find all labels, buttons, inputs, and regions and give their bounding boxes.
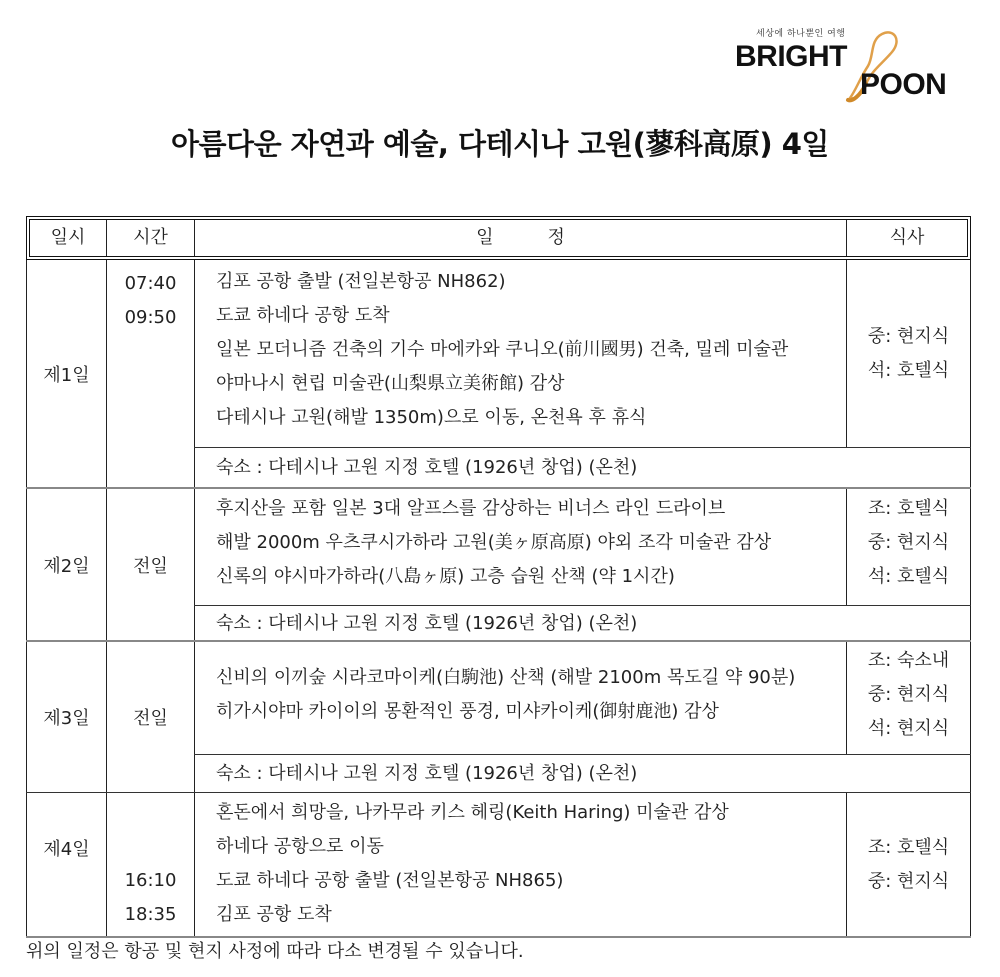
schedule-item: 하네다 공항으로 이동 <box>216 836 384 857</box>
lodging-info: 숙소 : 다테시나 고원 지정 호텔 (1926년 창업) (온천) <box>216 457 638 478</box>
table-header <box>26 216 971 260</box>
meals-cell <box>847 260 970 447</box>
schedule-item: 신록의 야시마가하라(八島ヶ原) 고층 습원 산책 (약 1시간) <box>216 566 675 587</box>
schedule-item: 일본 모더니즘 건축의 기수 마에카와 쿠니오(前川國男) 건축, 밀레 미술관 <box>216 339 789 360</box>
day-label: 제1일 <box>43 365 90 386</box>
disclaimer-note: 위의 일정은 항공 및 현지 사정에 따라 다소 변경될 수 있습니다. <box>26 941 524 962</box>
meals-cell <box>847 492 970 594</box>
schedule-item: 김포 공항 출발 (전일본항공 NH862) <box>216 271 506 292</box>
meal-item: 석: 호텔식 <box>867 359 950 381</box>
day-label: 제3일 <box>43 707 90 729</box>
schedule-item: 다테시나 고원(해발 1350m)으로 이동, 온천욕 후 휴식 <box>216 407 647 428</box>
time-value: 07:40 <box>124 273 177 294</box>
lodging-info: 숙소 : 다테시나 고원 지정 호텔 (1926년 창업) (온천) <box>216 763 638 784</box>
schedule-item: 야마나시 현립 미술관(山梨県立美術館) 감상 <box>216 373 565 394</box>
header-time: 시간 <box>133 227 168 248</box>
schedule-list <box>216 796 846 932</box>
time-list <box>107 864 194 932</box>
meal-item: 중: 현지식 <box>867 532 950 553</box>
day-separator <box>26 792 971 793</box>
schedule-item: 히가시야마 카이이의 몽환적인 풍경, 미샤카이케(御射鹿池) 감상 <box>216 701 719 722</box>
meal-item: 석: 현지식 <box>867 718 950 739</box>
time-value: 09:50 <box>124 307 177 328</box>
schedule-item: 도쿄 하네다 공항 도착 <box>216 305 390 326</box>
time-value: 16:10 <box>124 870 177 891</box>
time-value: 전일 <box>133 707 168 729</box>
schedule-list <box>216 492 846 594</box>
brand-logo <box>732 26 952 106</box>
table-border-right <box>970 260 971 937</box>
time-list <box>107 267 194 335</box>
logo-word-bright: BRIGHT <box>735 40 847 73</box>
logo-tagline: 세상에 하나뿐인 여행 <box>756 29 846 39</box>
meal-item: 석: 호텔식 <box>867 566 950 587</box>
header-meals: 식사 <box>889 227 925 248</box>
schedule-list <box>216 265 846 435</box>
schedule-item: 신비의 이끼숲 시라코마이케(白駒池) 산책 (해발 2100m 목도길 약 90분) <box>216 667 796 688</box>
schedule-item: 혼돈에서 희망을, 나카무라 키스 헤링(Keith Haring) 미술관 감상 <box>216 802 729 823</box>
col-divider-time <box>194 260 195 937</box>
header-day: 일시 <box>50 227 86 248</box>
schedule-list <box>216 661 846 729</box>
page-title: 아름다운 자연과 예술, 다테시나 고원(蓼科高原) 4일 <box>171 127 829 161</box>
meal-item: 중: 현지식 <box>867 684 950 705</box>
time-value: 18:35 <box>124 904 177 925</box>
meal-item: 조: 호텔식 <box>867 498 950 519</box>
time-value: 전일 <box>133 556 168 577</box>
day-label: 제2일 <box>43 556 90 577</box>
schedule-item: 해발 2000m 우츠쿠시가하라 고원(美ヶ原高原) 야외 조각 미술관 감상 <box>216 532 772 553</box>
day-label: 제4일 <box>43 839 90 860</box>
logo-word-poon: POON <box>860 68 947 101</box>
meals-cell <box>847 793 970 936</box>
schedule-item: 후지산을 포함 일본 3대 알프스를 감상하는 비너스 라인 드라이브 <box>216 498 726 519</box>
meal-item: 조: 숙소내 <box>867 650 950 671</box>
meals-cell <box>847 644 970 746</box>
header-schedule: 일 정 <box>476 227 565 248</box>
lodging-separator <box>194 447 971 448</box>
schedule-item: 김포 공항 도착 <box>216 904 332 925</box>
meal-item: 중: 현지식 <box>867 325 950 347</box>
schedule-item: 도쿄 하네다 공항 출발 (전일본항공 NH865) <box>216 870 564 891</box>
lodging-info: 숙소 : 다테시나 고원 지정 호텔 (1926년 창업) (온천) <box>216 613 638 634</box>
meal-item: 중: 현지식 <box>867 870 950 892</box>
meal-item: 조: 호텔식 <box>867 836 950 858</box>
